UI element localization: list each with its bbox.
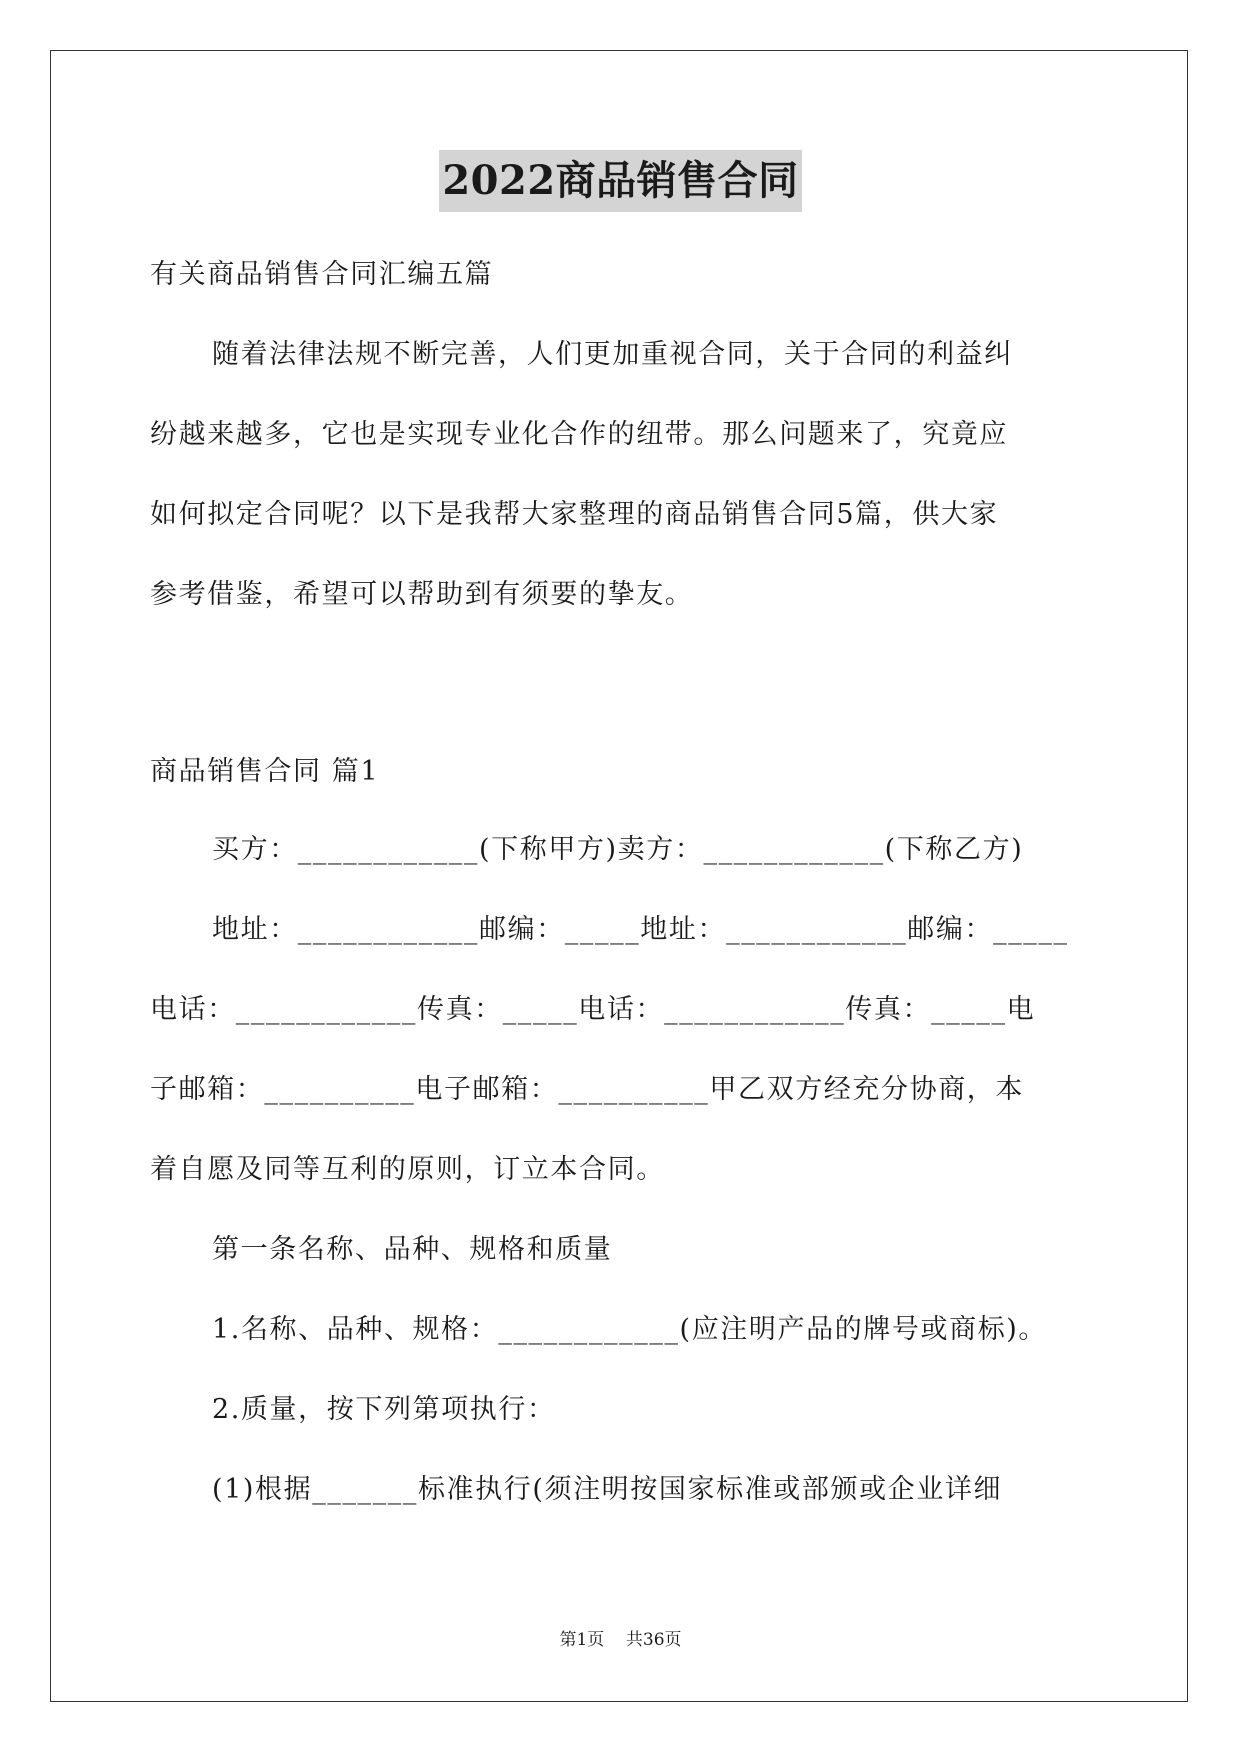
paragraph-line: 随着法律法规不断完善，人们更加重视合同，关于合同的利益纠 [212, 339, 1013, 370]
paragraph-line: 电话：____________传真：_____电话：____________传真：_____电 [150, 994, 1036, 1025]
paragraph-line: 买方：____________(下称甲方)卖方：____________(下称乙方) [212, 834, 1024, 865]
section-heading: 商品销售合同 篇1 [150, 756, 380, 787]
paragraph-line: 2.质量，按下列第项执行： [212, 1394, 556, 1425]
clause-heading: 第一条名称、品种、规格和质量 [212, 1234, 613, 1265]
page-number-footer: 第1页 共36页 [559, 1630, 682, 1650]
paragraph-line: 地址：____________邮编：_____地址：____________邮编：_____ [212, 914, 1069, 945]
page-border [50, 50, 1188, 1702]
document-title: 2022商品销售合同 [439, 150, 801, 212]
title-container [0, 150, 1241, 212]
paragraph-line: 如何拟定合同呢？以下是我帮大家整理的商品销售合同5篇，供大家 [150, 499, 999, 530]
paragraph-line: 纷越来越多，它也是实现专业化合作的纽带。那么问题来了，究竟应 [150, 419, 1008, 450]
paragraph-line: 着自愿及同等互利的原则，订立本合同。 [150, 1154, 665, 1185]
subtitle-line: 有关商品销售合同汇编五篇 [150, 259, 494, 290]
paragraph-line: 参考借鉴，希望可以帮助到有须要的挚友。 [150, 579, 694, 610]
paragraph-line: 子邮箱：__________电子邮箱：__________甲乙双方经充分协商，本 [150, 1074, 1024, 1105]
paragraph-line: 1.名称、品种、规格：____________(应注明产品的牌号或商标)。 [212, 1314, 1048, 1345]
paragraph-line: (1)根据_______标准执行(须注明按国家标准或部颁或企业详细 [212, 1474, 1003, 1505]
